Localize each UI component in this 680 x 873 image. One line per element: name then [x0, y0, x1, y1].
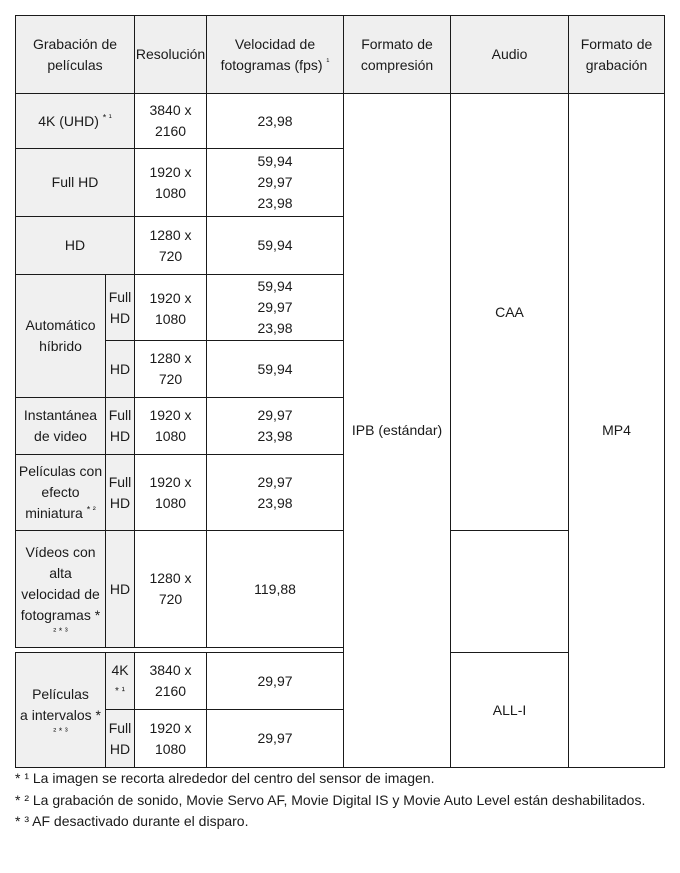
res-hybrid-hd	[135, 341, 207, 398]
sub-timelapse-4k-1: 4K	[111, 662, 129, 678]
footnote-2-text: La grabación de sonido, Movie Servo AF, Movie Digital IS y Movie Auto Level están deshabilitados.	[32, 791, 646, 808]
mode-miniature-3: miniatura	[25, 505, 83, 521]
mode-uhd-label: 4K (UHD)	[38, 112, 99, 129]
sub-snapshot-1: Full	[108, 407, 132, 423]
res-hybrid-fullhd	[135, 275, 207, 341]
mode-uhd-note: * ¹	[102, 111, 112, 122]
sub-timelapse-fullhd	[106, 710, 135, 768]
footnotes	[15, 768, 655, 833]
res-hybrid-hd-1: 1280 x	[149, 350, 192, 366]
res-highfps-1: 1280 x	[149, 570, 192, 586]
fps-fullhd-3: 23,98	[257, 195, 293, 211]
res-snapshot-1: 1920 x	[149, 407, 192, 423]
fps-miniature-1: 29,97	[257, 473, 293, 490]
fps-highfps	[207, 531, 344, 648]
movie-recording-table	[15, 15, 665, 768]
mode-timelapse-3: ² * ³	[53, 726, 68, 736]
header-recording-text: Grabación de películas	[32, 35, 118, 73]
mode-highfps-5: ² * ³	[53, 626, 68, 636]
res-timelapse-fullhd-1: 1920 x	[149, 719, 192, 736]
res-uhd-1: 3840 x	[149, 102, 192, 118]
res-hybrid-fullhd-2: 1080	[154, 311, 187, 327]
res-highfps-2: 720	[158, 591, 183, 607]
sub-miniature-1: Full	[108, 473, 132, 490]
header-format-text: Formato de grabación	[580, 35, 653, 73]
footnote-1-mark: * ¹	[15, 770, 29, 786]
res-timelapse-4k	[135, 653, 207, 710]
fps-hybrid-fullhd-2: 29,97	[257, 299, 293, 315]
mode-timelapse-2: a intervalos	[20, 707, 92, 723]
header-compression	[344, 16, 451, 94]
format-mp4	[569, 94, 665, 768]
header-format	[569, 16, 665, 94]
sub-miniature	[106, 455, 135, 531]
res-miniature-2: 1080	[154, 494, 187, 511]
sub-snapshot	[106, 398, 135, 455]
header-resolution	[135, 16, 207, 94]
header-frame-rate-text: Velocidad de fotogramas (fps)	[220, 35, 323, 73]
mode-timelapse	[16, 653, 106, 768]
res-fullhd	[135, 149, 207, 217]
footnote-2	[15, 790, 655, 812]
mode-highfps-3: velocidad de	[21, 586, 100, 602]
mode-hd	[16, 217, 135, 275]
fps-hybrid-fullhd-3: 23,98	[257, 320, 293, 336]
mode-snapshot-1: Instantánea	[23, 407, 98, 423]
mode-timelapse-2-note: *	[95, 707, 101, 723]
fps-fullhd	[207, 149, 344, 217]
header-frame-rate-note: ¹	[326, 55, 330, 66]
fps-hd	[207, 217, 344, 275]
mode-snapshot-2: de video	[34, 428, 87, 444]
res-timelapse-fullhd-2: 1080	[154, 740, 187, 757]
fps-hybrid-fullhd-1: 59,94	[257, 278, 293, 294]
fps-uhd	[207, 94, 344, 149]
res-miniature-1: 1920 x	[149, 473, 192, 490]
footnote-3	[15, 811, 655, 833]
format-mp4-text: MP4	[602, 422, 631, 438]
sub-timelapse-fullhd-2: HD	[109, 740, 131, 757]
mode-miniature-2: efecto	[41, 484, 80, 500]
mode-miniature	[16, 455, 106, 531]
res-snapshot	[135, 398, 207, 455]
fps-fullhd-1: 59,94	[257, 153, 293, 169]
res-hd-1: 1280 x	[149, 226, 192, 243]
mode-hybrid-1: Automático	[25, 317, 96, 333]
res-hybrid-hd-2: 720	[158, 371, 183, 387]
sub-timelapse-4k-2: * ¹	[115, 686, 125, 697]
header-row	[16, 16, 665, 94]
res-uhd	[135, 94, 207, 149]
mode-hd-label: HD	[64, 237, 86, 253]
compression-alli-text: ALL-I	[492, 701, 527, 718]
sub-highfps-label: HD	[109, 580, 131, 597]
mode-miniature-1: Películas con	[18, 463, 103, 479]
header-audio-text: Audio	[491, 46, 528, 62]
header-recording	[16, 16, 135, 94]
fps-snapshot-1: 29,97	[257, 407, 293, 423]
sub-miniature-2: HD	[109, 494, 131, 511]
sub-hybrid-fullhd-2: HD	[109, 309, 131, 326]
table-row	[16, 653, 665, 710]
res-highfps	[135, 531, 207, 648]
sub-highfps	[106, 531, 135, 648]
audio-caa-text: CAA	[495, 303, 524, 320]
fps-timelapse-4k	[207, 653, 344, 710]
fps-timelapse-4k-1: 29,97	[257, 672, 293, 689]
sub-timelapse-fullhd-1: Full	[108, 719, 132, 736]
fps-miniature-2: 23,98	[257, 494, 293, 511]
sub-timelapse-4k	[106, 653, 135, 710]
sub-hybrid-hd-label: HD	[109, 360, 131, 377]
mode-hybrid-2: híbrido	[39, 338, 82, 354]
mode-highfps	[16, 531, 106, 648]
fps-uhd-1: 23,98	[257, 112, 293, 129]
res-uhd-2: 2160	[154, 123, 187, 139]
fps-timelapse-fullhd	[207, 710, 344, 768]
res-hybrid-fullhd-1: 1920 x	[149, 290, 192, 306]
fps-miniature	[207, 455, 344, 531]
res-timelapse-fullhd	[135, 710, 207, 768]
header-resolution-text: Resolución	[135, 46, 206, 62]
res-miniature	[135, 455, 207, 531]
res-timelapse-4k-2: 2160	[154, 683, 187, 699]
mode-highfps-4-note: *	[94, 607, 101, 623]
mode-highfps-1: Vídeos con	[25, 544, 96, 560]
header-frame-rate	[207, 16, 344, 94]
res-hd	[135, 217, 207, 275]
fps-hybrid-hd-1: 59,94	[257, 360, 293, 377]
mode-fullhd-label: Full HD	[51, 174, 99, 190]
mode-highfps-4: fotogramas	[20, 607, 91, 623]
res-hd-2: 720	[158, 247, 183, 264]
compression-alli	[451, 653, 569, 768]
footnote-1-text: La imagen se recorta alrededor del centro del sensor de imagen.	[32, 770, 435, 786]
mode-highfps-2: alta	[49, 565, 72, 581]
mode-miniature-note: * ²	[86, 504, 96, 515]
mode-hybrid	[16, 275, 106, 398]
sub-snapshot-2: HD	[109, 428, 131, 444]
res-snapshot-2: 1080	[154, 428, 187, 444]
fps-snapshot	[207, 398, 344, 455]
mode-snapshot	[16, 398, 106, 455]
compression-ipb-text: IPB (estándar)	[351, 422, 443, 438]
sub-hybrid-fullhd	[106, 275, 135, 341]
audio-caa	[451, 94, 569, 531]
sub-hybrid-fullhd-1: Full	[108, 288, 132, 305]
mode-timelapse-1: Películas	[32, 686, 89, 702]
res-fullhd-2: 1080	[154, 185, 187, 201]
table-row	[16, 531, 665, 648]
sub-hybrid-hd	[106, 341, 135, 398]
fps-snapshot-2: 23,98	[257, 428, 293, 444]
mode-fullhd	[16, 149, 135, 217]
fps-highfps-1: 119,88	[254, 580, 296, 597]
footnote-3-mark: * ³	[15, 813, 29, 829]
footnote-3-text: AF desactivado durante el disparo.	[32, 813, 249, 829]
compression-ipb	[344, 94, 451, 768]
fps-timelapse-fullhd-1: 29,97	[257, 730, 293, 746]
fps-hybrid-hd	[207, 341, 344, 398]
header-audio	[451, 16, 569, 94]
fps-fullhd-2: 29,97	[257, 174, 293, 190]
table-row	[16, 94, 665, 149]
header-compression-text: Formato de compresión	[360, 35, 434, 73]
footnote-2-mark: * ²	[15, 791, 29, 808]
footnote-1	[15, 768, 655, 790]
fps-hybrid-fullhd	[207, 275, 344, 341]
fps-hd-1: 59,94	[257, 237, 293, 253]
res-timelapse-4k-1: 3840 x	[149, 662, 192, 678]
mode-uhd	[16, 94, 135, 149]
res-fullhd-1: 1920 x	[149, 164, 192, 180]
